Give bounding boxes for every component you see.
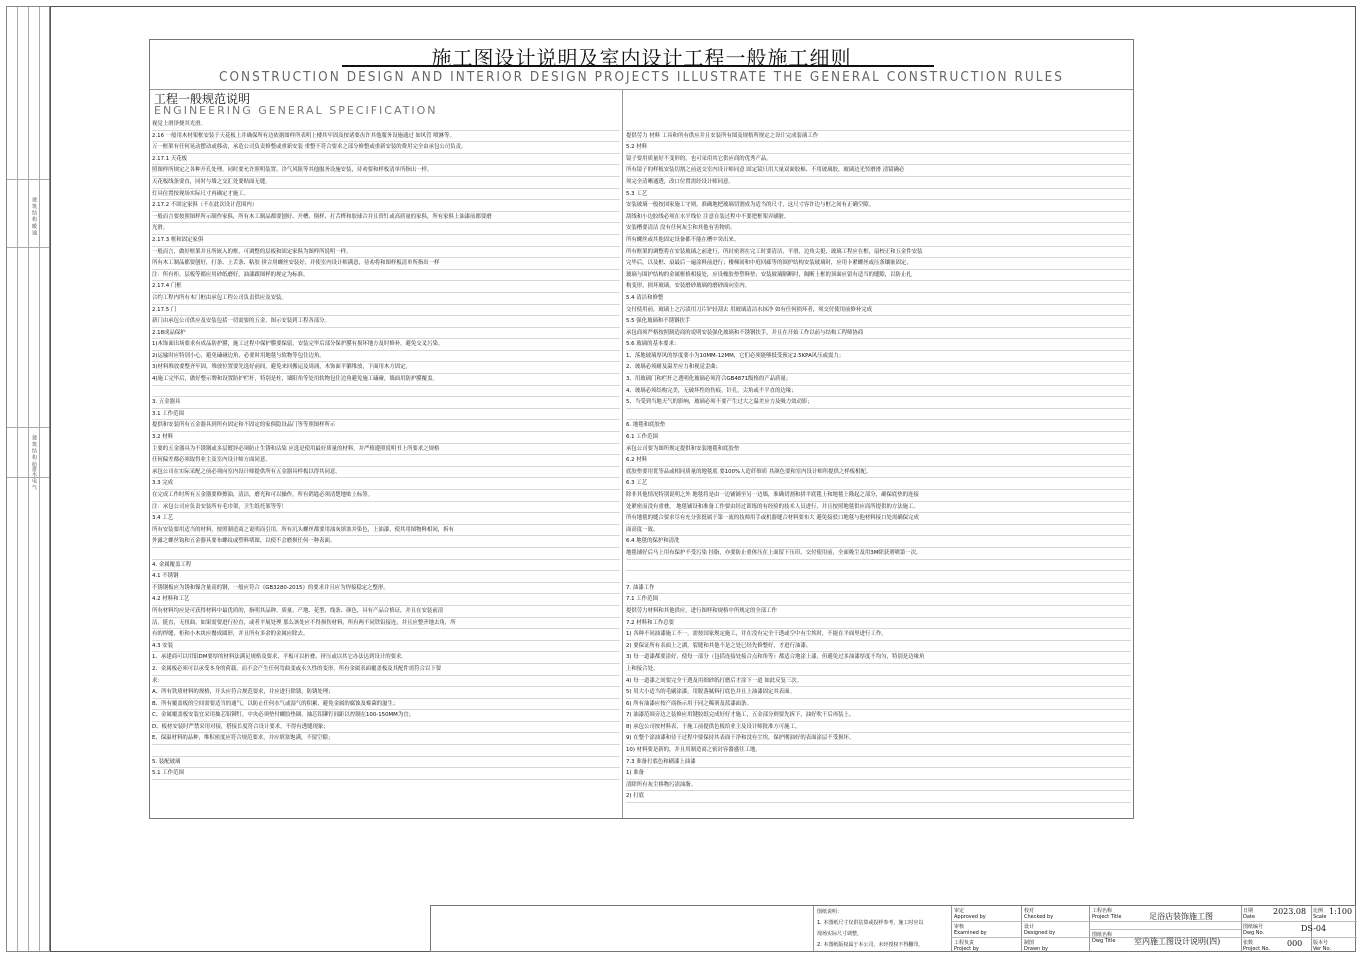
scale-label: 比例	[1313, 908, 1324, 914]
spec-row: 4.1 不锈钢	[152, 571, 620, 583]
spec-row: 7. 油漆工作	[626, 583, 1131, 595]
spec-row: 构变形，损坏玻璃，安装磨砂玻璃的磨砂面向室内。	[626, 281, 1131, 293]
spec-row: 8) 承包公司按材料表，于施工前提供色板给业主及设计师批准方可施工。	[626, 722, 1131, 734]
spec-row: 1) 各种不同油漆施工不一，需按国家规定施工，并在没有完全干透或空中有尘埃时，不能在平面里进行工作。	[626, 629, 1131, 641]
spec-row: 照图样所规定之各种开孔处理，同时要允许照明装置、冷气风阻等其他服务设施安装，待劝要和样板清单所指出一样。	[152, 165, 620, 177]
spec-row: 完毕后，以及框、扇最后一遍涂料前进行；楼梯间和中庭回廊等的围护结构安装玻璃时，应用卡紧螺丝或压条镶嵌固定，	[626, 258, 1131, 270]
section-title: 工程一般规范说明	[154, 92, 251, 106]
drawn-label-en: Drawn by	[1024, 946, 1048, 952]
spec-row: 9) 在整个涂油漆和待干过程中要保持其表面干净和没有尘埃，保护刚油好的表面涂层不受损坏。	[626, 733, 1131, 745]
left-binding-strip	[6, 6, 50, 952]
checked-label: 校对	[1024, 908, 1035, 914]
spec-row: 1、承建商可以用铝DM要厚的材料法满足规格及要求，平板可以折叠、挤压或以其它办法达到设计的要求。	[152, 652, 620, 664]
spec-row: 注：承包公司应负责安装所有毛巾架，卫生纸托架等等！	[152, 502, 620, 514]
spec-row: 玻璃与围护结构的金属框格相接处，应设橡胶垫塑料垫；安装玻璃隔断时，隔断上框的顶面应留有适当的缝隙，以防止扎	[626, 270, 1131, 282]
spec-row: 6.4 地毯的保护和清洗	[626, 536, 1131, 548]
spec-row: 2.17.1 天花板	[152, 154, 620, 166]
spec-row: 4、玻璃必须结构完美，无破坏性的伤痕，针孔，尖角或不平直的边缘；	[626, 386, 1131, 398]
spec-row: 除非其他情况特别说明之外 地毯将是由一边铺铺至另一边墙，准确切割和拼平底毯上和地毯上隆起之部分，确保底垫的连接	[626, 490, 1131, 502]
spec-row: 2、玻璃必须耐及温差应力和视觉歪曲；	[626, 362, 1131, 374]
spec-row: D、板材安装时严禁采用对接，搭接长度符合设计要求，不得有透缝现象；	[152, 722, 620, 734]
spec-row: 1) 准备	[626, 768, 1131, 780]
spec-row: 6.1 工作范围	[626, 432, 1131, 444]
spec-row: A、所有铁质材料的规格，开头应符合规范要求，并应进行除锈，防锈处理；	[152, 687, 620, 699]
spec-row: 须完全清晰通透，改口位置需经设计师同意。	[626, 177, 1131, 189]
checked-label-en: Checked by	[1024, 914, 1054, 920]
spec-row: 承包公司要为图所规定提供和安装地毯和底胶垫	[626, 444, 1131, 456]
spec-row: 10) 材料要是新的，并且用制造商之密封容器盛往工地。	[626, 745, 1131, 757]
spec-row: 灯具位置按现场实际尺寸再确定才施工。	[152, 189, 620, 201]
spec-row	[626, 409, 1131, 421]
spec-row: 2.17.2 不固定家俱（不在此次设计范围内）	[152, 200, 620, 212]
spec-row: 外露之螺丝钩和五金器具要布螺纹或塑料堵图，以使不会磨损任何一种表面。	[152, 536, 620, 548]
spec-row: 3. 五金器具	[152, 397, 620, 409]
spec-row: 3.2 材料	[152, 432, 620, 444]
spec-row: 3) 每一道漆都要涂好，使每一部分（包括连接处接合点和角等）都适合地涂上漆，但避免过多油漆厚度不均匀，特别是边缘角	[626, 652, 1131, 664]
spec-row: 4) 每一道漆之间要完全干透及用细砂纸打磨后才涂下一道 如此反复三次。	[626, 676, 1131, 688]
spec-row: 5.1 工作范围	[152, 768, 620, 780]
spec-row: 所有安装要用适当的材料，按照制造商之说明而引用，所有沉头螺丝都要用油灰填塞并染色，上油漆，使其用图物料相同，拆有	[152, 525, 620, 537]
project-by-label: 工程负责	[954, 940, 975, 946]
dwg-title-label: 图纸名称	[1092, 932, 1113, 938]
spec-row: 底胶垫要用优等品或相同质量的地毯底 要100%人造纤维质 其颜色要和室内设计师所提供之样板相配。	[626, 467, 1131, 479]
spec-row: 4.2 材料和工艺	[152, 594, 620, 606]
spec-row: 一般而言，做好框架并且所嵌入的框，可调整的层板和固定家俱为图样所说明一样。	[152, 247, 620, 259]
spec-row: 3.3 完成	[152, 478, 620, 490]
approved-label-en: Approved by	[954, 914, 986, 920]
dwg-title: 室内施工图设计说明(四)	[1134, 937, 1221, 946]
spec-row: 3)材料堆放要整齐牢固，堆放位置要先选好前间，避免来回搬运及周涌，木饰面平躺堆放，下面用木方固定。	[152, 362, 620, 374]
spec-row: 2) 打底	[626, 791, 1131, 803]
spec-row: 面高度一致。	[626, 525, 1131, 537]
date-value: 2023.08	[1273, 907, 1307, 916]
spec-row: 7) 油漆范围旁边之装修应用键胶纸完成好好才施工，五金部分则要先拆下，油好吹干后再装上。	[626, 710, 1131, 722]
spec-row: 注：所有柜、层板等都应用砂纸磨好，油漆跟图样的规定为标准。	[152, 270, 620, 282]
scale-label-en: Scale	[1313, 914, 1327, 920]
project-no-label-en: Project No.	[1243, 946, 1270, 952]
spec-row: 4)施工完毕后，做好整示牌和设置防护栏杆，特别是柱，墙阳角等处用软物包住边角避免施工磕碰，墙面用防护膜覆盖。	[152, 374, 620, 386]
spec-row: 7.3 准备打底色和刷漆上油漆	[626, 757, 1131, 769]
dwg-no-label-en: Dwg No.	[1243, 930, 1265, 936]
spec-row: 提供劳力 材料 工具和所有供应并且安装所有图及规格所规定之设计完成装璃工作	[626, 131, 1131, 143]
spec-row: 6. 地毯和底胶垫	[626, 420, 1131, 432]
spec-row	[626, 571, 1131, 583]
spec-row: 5.5 强化玻璃和不锈钢扶手	[626, 316, 1131, 328]
spec-row: 2)运输时应特别小心，避免磕碰边角，必要时用地毯与软物等包住边角。	[152, 351, 620, 363]
date-label: 日期	[1243, 908, 1254, 914]
spec-row: 求：	[152, 676, 620, 688]
spec-row: 新门由承包公司供应及安装包括一切需要的五金，图示安装到工程各部分。	[152, 316, 620, 328]
ver-no-label: 版本号	[1313, 940, 1329, 946]
spec-row: 5.4 清洁和修整	[626, 293, 1131, 305]
project-title: 足浴店装饰施工图	[1149, 912, 1213, 921]
spec-row: 5、当受到当地天气的影响，玻璃必须不要产生过大之温差应力及吸力效动影；	[626, 397, 1131, 409]
spec-row: 交付使用前，玻璃上之污渍用刀片铲轻刮去 用玻璃清洁水抹净 如有任何损坏者，须交付使用前修补完成	[626, 305, 1131, 317]
spec-row: 视觉上滑泽便其光滑。	[152, 119, 620, 131]
project-no-value: 000	[1287, 939, 1303, 948]
spec-row: 5.6 玻璃的基本要求：	[626, 339, 1131, 351]
spec-row	[152, 745, 620, 757]
spec-row	[626, 560, 1131, 572]
spec-row: 合约工程内所有木门框由承包工程公司负责供应及安装。	[152, 293, 620, 305]
spec-row: 3.4 工艺	[152, 513, 620, 525]
spec-row	[152, 548, 620, 560]
spec-row: 清除所有灰尘移物污渍油脂。	[626, 780, 1131, 792]
spec-row: 5.2 材料	[626, 142, 1131, 154]
note-1b: 现场实际尺寸调整。	[817, 931, 863, 937]
spec-row: 不锈钢板应为锈和镍含量高的钢，一般应符合《GB3280-2015》的要求并且应为焊接稳定之整形。	[152, 583, 620, 595]
spec-row: 所有材料均应是可获得材料中最优质的，指明其品种、质量、产地、花型、线条、颜色，具有产品合格证，并且在安装前清	[152, 606, 620, 618]
spec-row: 1)木饰面出场要求有成品防护膜，施工过程中保护膜要保留，安装完毕后部分保护膜有损坏地方及时修补，避免交叉污染。	[152, 339, 620, 351]
designed-label: 设计	[1024, 924, 1035, 930]
designed-label-en: Designed by	[1024, 930, 1056, 936]
spec-row: 光滑。	[152, 223, 620, 235]
spec-row: 6) 所有油漆应按产商指示用于同之稀剂及蓝漆面条。	[626, 699, 1131, 711]
side-label-b: 建 筑 结 构 给排水 电 气	[31, 435, 37, 490]
dwg-no-label: 图纸编号	[1243, 924, 1264, 930]
spec-row: 提供劳力材料和其他供应，进行图样和规格中所规定的全部工作	[626, 606, 1131, 618]
note-1: 1. 本图纸尺寸仅供估算或投样参考，施工时应以	[817, 920, 924, 926]
title-underline	[342, 65, 934, 67]
spec-row: 主要的五金器具为不锈钢或多层镀锌必须防止生锈和沾染 应选是使用最好质量的材料，并严格遵照说明书上所要求之规格	[152, 444, 620, 456]
spec-row: 有的焊缝、柜和小木块应餐成圆形，并且所有多余的金属应除去。	[152, 629, 620, 641]
spec-row: 6.3 工艺	[626, 478, 1131, 490]
spec-row: 5. 装配玻璃	[152, 757, 620, 769]
spec-row: 2.17.5 门	[152, 305, 620, 317]
spec-row: 承包商须严格按照制造商的说明安装强化玻璃和不锈钢扶手，并且在开始工作以前与结构工程师协商	[626, 328, 1131, 340]
approved-label: 审定	[954, 908, 965, 914]
notes-label: 图纸说明：	[817, 909, 843, 915]
spec-row: 处紧密而没有重叠， 地毯铺设和准备工作要由经过训练的有经验的技术人员进行，并且按照地毯供应商所提供的方法施工。	[626, 502, 1131, 514]
spec-row: 镜子要用质量好不变形的，也可采用其它供应商的优秀产品。	[626, 154, 1131, 166]
spec-row: 4. 金属覆盖工程	[152, 560, 620, 572]
right-column	[626, 119, 1131, 803]
dwg-title-label-en: Dwg Title	[1092, 938, 1116, 944]
spec-row: 安装槽要清洁 没有任何灰尘和其他有害物质。	[626, 223, 1131, 235]
ver-no-label-en: Ver No.	[1313, 946, 1332, 952]
spec-row: 5.3 工艺	[626, 189, 1131, 201]
dwg-no-value: DS-04	[1301, 924, 1327, 933]
spec-row: 洁，挺直，无扭曲，如果需要进行拉直，或者平展处理 那么该处应不得损伤材料，所有两不同铁铅接连，并且应整齐地去角，所	[152, 618, 620, 630]
spec-row: 地毯铺好后马上用布保护不受污染 挂脂，亦要防止重体压在上面留下压印，交付使用前，全面吸尘及用3M除获剂喷第一次。	[626, 548, 1131, 560]
page-subtitle: CONSTRUCTION DESIGN AND INTERIOR DESIGN PROJECTS ILLUSTRATE THE GENERAL CONSTRUCTION RULES	[219, 70, 1064, 85]
spec-row	[152, 386, 620, 398]
scale-value: 1:100	[1329, 907, 1353, 916]
project-title-label-en: Project Title	[1092, 914, 1122, 920]
project-no-label: 张数	[1243, 940, 1254, 946]
spec-row: 承包公司在实际采配之前必须向室内设计师提供所有五金器具样板以得其同意。	[152, 467, 620, 479]
spec-row: 任何偏差都必须取得业主及室内设计师方面同意。	[152, 455, 620, 467]
side-label-a: 建 筑 结 构 暖 通	[31, 197, 37, 235]
spec-row: 万一框架有任何晃动摆动或移动，承造公司负责修整或重新安装 重整不符合要求之部分修整或重新安装的费用完全由承包公司负责。	[152, 142, 620, 154]
spec-row: 2) 要保证所有表面上之湖，裂缝和其他不是之处已经先修整好，才进行油漆。	[626, 641, 1131, 653]
spec-row: 1、落地玻璃厚风的厚度要小为10MM-12MM，它们必须能够抵受预定2.5KPA风压或震力；	[626, 351, 1131, 363]
spec-row: 所有镜子的样板安装切割之前送交室内设计师同意 固定镜只用大量双面胶棉、不用玻璃胶，玻璃边光竖磨滑 清镜确必	[626, 165, 1131, 177]
spec-row: 2.16 一般用木材架框安装于天花板上并确保所有边依据图样所表明上楼其牢固及按诸要齿许其他服务设施通过 如风管 喷淋等。	[152, 131, 620, 143]
spec-row: 2.17.3 框和固定家俱	[152, 235, 620, 247]
spec-row: 2.18成品保护	[152, 328, 620, 340]
spec-row: C、金属覆盖板安装宜采用抽芯铝铆钉，中央必须垫付螺胶垫圈，抽芯铝铆钉间距以控制在100-150MM为宜；	[152, 710, 620, 722]
examined-label-en: Examined by	[954, 930, 987, 936]
spec-sheet	[149, 39, 1134, 819]
spec-row: 所有木工制品都要刨好，打条、上舌条、粘胶 拼合用螺丝安装好，并使室内设计师满意，待劝将和图样板清单所指出一样	[152, 258, 620, 270]
spec-row: 5) 用大小适当的毛刷涂漆，用脱落腻料打底色并且上油漆固定其表面。	[626, 687, 1131, 699]
date-label-en: Date	[1243, 914, 1255, 920]
spec-row: 安装玻璃一般按国家施工守则，准确地把玻璃切割成为适当的尺寸，这尺寸容许边与框之间有正确空隙。	[626, 200, 1131, 212]
spec-row: 3、用玻璃门和栏杆之透明化玻璃必须符合GB4871级格的产品质量；	[626, 374, 1131, 386]
spec-row: 所有螺丝或其他固定设备都不能在槽中突出来。	[626, 235, 1131, 247]
spec-row: 在完成工作时所有五金器要修擦油，清洁，磨光和可以操作，所有销匙必须清楚地贴上标签。	[152, 490, 620, 502]
spec-row: 2、金属板必须可以承受本身的荷载，而不会产生任何弯曲变或永久性的变形。所有金属表面覆盖板及其配件需符合以下要	[152, 664, 620, 676]
spec-row: 2.17.4 门框	[152, 281, 620, 293]
spec-row: 提供和安装所有五金器具到所有固定和不固定的家俱隐设品门等等照图样所示	[152, 420, 620, 432]
spec-row: E、保温材料的品种，堆积密度应符合规范要求，并应填塞饱满，不留空隙；	[152, 733, 620, 745]
spec-row: 所有框架的调整将在安装玻璃之前进行，所封密剂在完工时要清洁，平滑，边角尖挺，玻璃工程应在框，扇校正和五金件安装	[626, 247, 1131, 259]
title-block	[430, 905, 1356, 952]
examined-label: 审核	[954, 924, 965, 930]
spec-row: 天花板线条要直，同时与墙之交汇处要贴面无缝。	[152, 177, 620, 189]
section-subtitle: ENGINEERING GENERAL SPECIFICATION	[154, 104, 438, 117]
page-title: 施工图设计说明及室内设计工程一般施工细则	[431, 46, 852, 70]
spec-row: 一般而言要按照图样所示制作家俱，所有木工制品都要刨好、开槽、倒样、打舌榫和胶球合并且资钉或高质量的家俱，所有家俱上油漆前都要磨	[152, 212, 620, 224]
spec-row: 4.3 安装	[152, 641, 620, 653]
project-title-label: 工程名称	[1092, 908, 1113, 914]
left-column	[152, 119, 620, 780]
spec-row: 7.2 材料和工作总要	[626, 618, 1131, 630]
drawn-label: 制图	[1024, 940, 1035, 946]
spec-row: 7.1 工作范围	[626, 594, 1131, 606]
spec-row	[626, 119, 1131, 131]
spec-row: 6.2 材料	[626, 455, 1131, 467]
spec-row: 刮线和小边胶线必须在水平线位 注意在装过程中不要把框架弄刷脏。	[626, 212, 1131, 224]
spec-row: 上和接合处。	[626, 664, 1131, 676]
spec-row: B、所有覆盖板的空间需要适当的通气，以防止任何水气或湿气的积累，避免金属的腐蚀及霉菌的滋生；	[152, 699, 620, 711]
note-2: 2. 本图纸版权属于本公司，未经授权不得翻印。	[817, 942, 924, 948]
project-by-label-en: Project by	[954, 946, 979, 952]
spec-row: 所有地毯的缝合要求尽有充分张挺属于第一流的技师用手或机器缝合材料要布大 避免接驳口地毯与他材料接口处需确保完成	[626, 513, 1131, 525]
spec-row: 3.1 工作范围	[152, 409, 620, 421]
